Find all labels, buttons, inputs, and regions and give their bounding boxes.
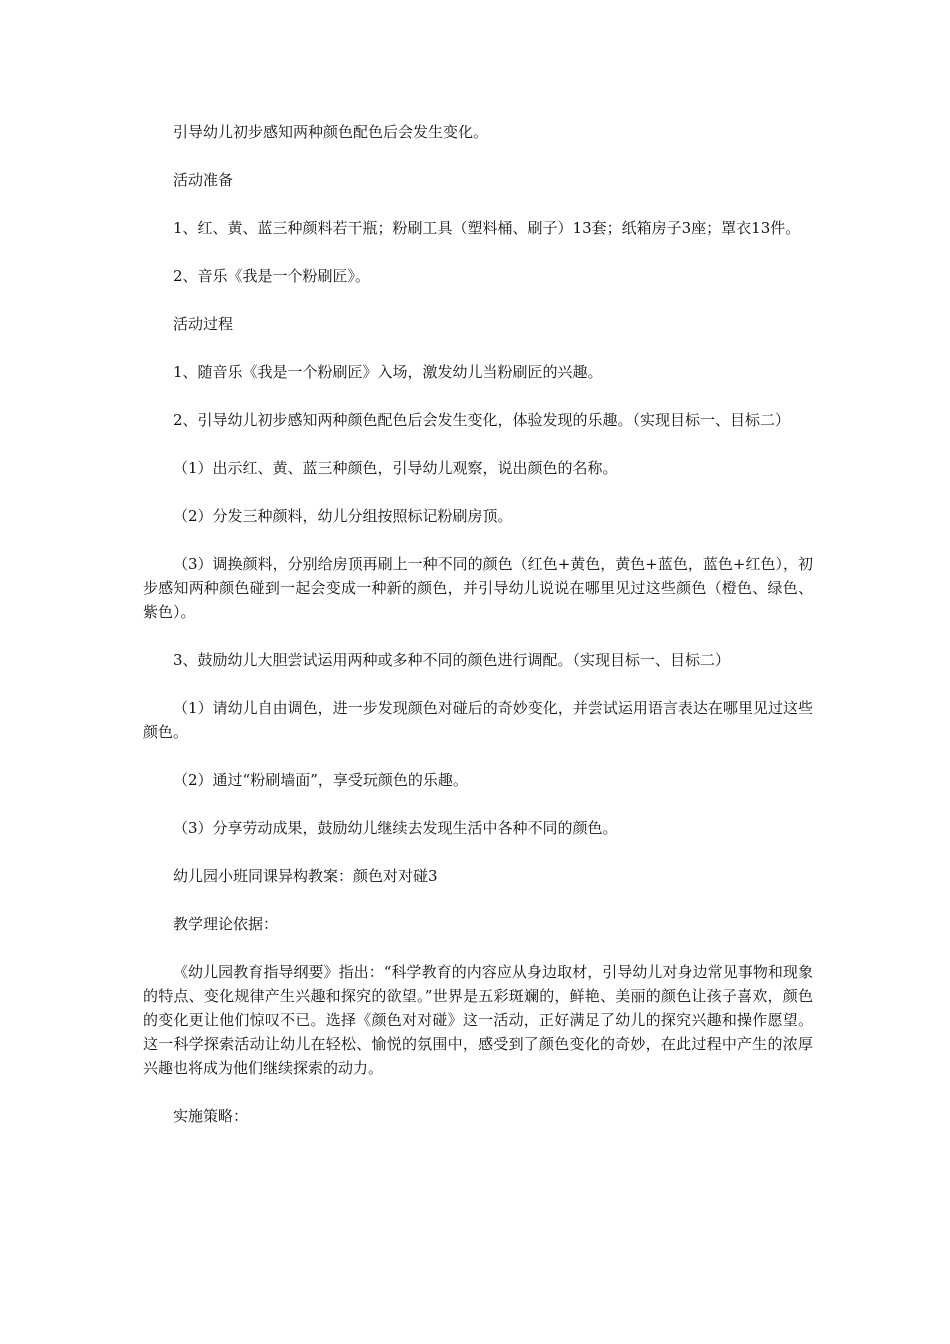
heading-preparation: 活动准备 xyxy=(173,171,234,189)
paragraph-step-2-1: （1）出示红、黄、蓝三种颜色，引导幼儿观察，说出颜色的名称。 xyxy=(173,459,618,477)
paragraph-step-3-3: （3）分享劳动成果，鼓励幼儿继续去发现生活中各种不同的颜色。 xyxy=(173,819,618,837)
paragraph-step-3-2: （2）通过“粉刷墙面”，享受玩颜色的乐趣。 xyxy=(173,771,468,789)
paragraph-step-3-1: （1）请幼儿自由调色，进一步发现颜色对碰后的奇妙变化，并尝试运用语言表达在哪里见过这些颜色。 xyxy=(143,699,813,741)
paragraph-step-2-2: （2）分发三种颜料，幼儿分组按照标记粉刷房顶。 xyxy=(173,507,513,525)
paragraph-step-1: 1、随音乐《我是一个粉刷匠》入场，激发幼儿当粉刷匠的兴趣。 xyxy=(173,363,603,381)
heading-process: 活动过程 xyxy=(173,315,234,333)
paragraph-prep-2: 2、音乐《我是一个粉刷匠》。 xyxy=(173,267,371,285)
paragraph-step-2: 2、引导幼儿初步感知两种颜色配色后会发生变化，体验发现的乐趣。（实现目标一、目标二） xyxy=(173,411,791,429)
section-title: 幼儿园小班同课异构教案：颜色对对碰3 xyxy=(173,867,438,885)
paragraph-prep-1: 1、红、黄、蓝三种颜料若干瓶；粉刷工具（塑料桶、刷子）13套；纸箱房子3座；罩衣13件。 xyxy=(173,219,801,237)
paragraph-theory: 《幼儿园教育指导纲要》指出：“科学教育的内容应从身边取材，引导幼儿对身边常见事物和现象的特点、变化规律产生兴趣和探究的欲望。”世界是五彩斑斓的，鲜艳、美丽的颜色让孩子喜欢，颜色的变化更让他们惊叹不已。选择《颜色对对碰》这一活动，正好满足了幼儿的探究兴趣和操作愿望。这一科学探索活动让幼儿在轻松、愉悦的氛围中，感受到了颜色变化的奇妙，在此过程中产生的浓厚兴趣也将成为他们继续探索的动力。 xyxy=(143,963,813,1077)
heading-strategy: 实施策略： xyxy=(173,1107,249,1125)
document-body xyxy=(143,120,813,1128)
paragraph-step-3: 3、鼓励幼儿大胆尝试运用两种或多种不同的颜色进行调配。（实现目标一、目标二） xyxy=(173,651,731,669)
paragraph-goal: 引导幼儿初步感知两种颜色配色后会发生变化。 xyxy=(173,123,489,141)
paragraph-step-2-3: （3）调换颜料，分别给房顶再刷上一种不同的颜色（红色+黄色，黄色+蓝色，蓝色+红色），初步感知两种颜色碰到一起会变成一种新的颜色，并引导幼儿说说在哪里见过这些颜色（橙色、绿色、紫色）。 xyxy=(143,555,813,621)
heading-theory: 教学理论依据： xyxy=(173,915,279,933)
